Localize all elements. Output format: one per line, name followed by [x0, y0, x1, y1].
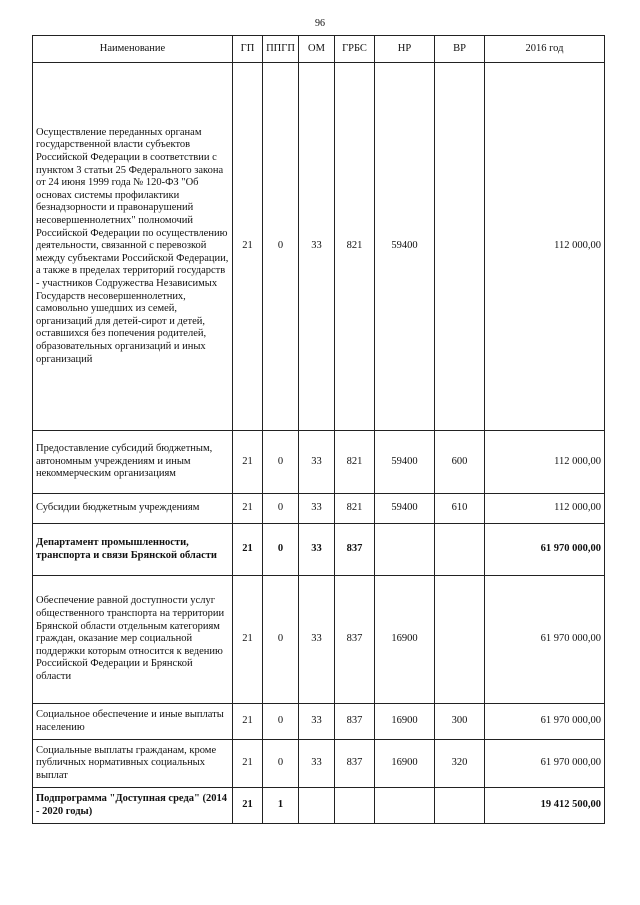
header-ppgp: ППГП — [263, 36, 299, 63]
row-vr: 320 — [435, 740, 485, 788]
table-row — [33, 63, 605, 431]
row-amount: 61 970 000,00 — [485, 704, 605, 740]
row-name: Департамент промышленности, транспорта и связи Брянской области — [33, 524, 233, 576]
table-row — [33, 431, 605, 494]
row-nr: 16900 — [375, 740, 435, 788]
row-vr — [435, 788, 485, 824]
row-gp: 21 — [233, 704, 263, 740]
row-om — [299, 788, 335, 824]
row-vr: 610 — [435, 494, 485, 524]
row-ppgp: 0 — [263, 524, 299, 576]
row-amount: 112 000,00 — [485, 494, 605, 524]
row-ppgp: 0 — [263, 494, 299, 524]
header-year-2016: 2016 год — [485, 36, 605, 63]
table-row — [33, 740, 605, 788]
row-nr: 59400 — [375, 63, 435, 431]
table-row — [33, 704, 605, 740]
row-amount: 61 970 000,00 — [485, 576, 605, 704]
row-om: 33 — [299, 524, 335, 576]
header-grbs: ГРБС — [335, 36, 375, 63]
row-name: Осуществление переданных органам государственной власти субъектов Российской Федерации в соответствии с пунктом 3 статьи 25 Федерального закона от 24 июня 1999 года № 120-ФЗ "Об основах системы профилактики безнадзорности и правонарушений несовершеннолетних" полномочий Российской Федерации по осуществлению деятельности, связанной с перевозкой между субъектами Российской Федерации, а также в пределах территорий государств - участников Содружества Независимых Государств несовершеннолетних, самовольно ушедших из семей, организаций для детей-сирот и детей, оставшихся без попечения родителей, образовательных организаций и иных организаций — [33, 63, 233, 431]
row-nr: 59400 — [375, 494, 435, 524]
row-om: 33 — [299, 704, 335, 740]
header-gp: ГП — [233, 36, 263, 63]
table-row — [33, 788, 605, 824]
row-vr — [435, 576, 485, 704]
row-om: 33 — [299, 576, 335, 704]
page-number: 96 — [315, 18, 325, 29]
row-ppgp: 1 — [263, 788, 299, 824]
row-grbs: 821 — [335, 494, 375, 524]
row-vr: 600 — [435, 431, 485, 494]
row-amount: 61 970 000,00 — [485, 740, 605, 788]
row-grbs: 821 — [335, 63, 375, 431]
row-nr: 16900 — [375, 576, 435, 704]
row-grbs — [335, 788, 375, 824]
row-gp: 21 — [233, 63, 263, 431]
row-grbs: 837 — [335, 576, 375, 704]
row-name: Подпрограмма "Доступная среда" (2014 - 2020 годы) — [33, 788, 233, 824]
row-gp: 21 — [233, 740, 263, 788]
budget-table — [32, 35, 605, 824]
row-om: 33 — [299, 494, 335, 524]
row-nr — [375, 524, 435, 576]
row-grbs: 821 — [335, 431, 375, 494]
row-nr: 59400 — [375, 431, 435, 494]
row-amount: 19 412 500,00 — [485, 788, 605, 824]
row-gp: 21 — [233, 524, 263, 576]
row-gp: 21 — [233, 788, 263, 824]
row-name: Субсидии бюджетным учреждениям — [33, 494, 233, 524]
row-name: Социальное обеспечение и иные выплаты населению — [33, 704, 233, 740]
table-header-row — [33, 36, 605, 63]
row-ppgp: 0 — [263, 576, 299, 704]
row-nr — [375, 788, 435, 824]
row-grbs: 837 — [335, 704, 375, 740]
row-amount: 61 970 000,00 — [485, 524, 605, 576]
row-grbs: 837 — [335, 740, 375, 788]
table-row — [33, 524, 605, 576]
row-gp: 21 — [233, 494, 263, 524]
header-nr: НР — [375, 36, 435, 63]
row-ppgp: 0 — [263, 431, 299, 494]
row-ppgp: 0 — [263, 704, 299, 740]
row-name: Социальные выплаты гражданам, кроме публичных нормативных социальных выплат — [33, 740, 233, 788]
row-vr: 300 — [435, 704, 485, 740]
row-vr — [435, 524, 485, 576]
row-amount: 112 000,00 — [485, 63, 605, 431]
table-row — [33, 576, 605, 704]
header-name: Наименование — [33, 36, 233, 63]
row-vr — [435, 63, 485, 431]
row-om: 33 — [299, 740, 335, 788]
row-name: Обеспечение равной доступности услуг общественного транспорта на территории Брянской области отдельным категориям граждан, оказание мер социальной поддержки которым относится к ведению Российской Федерации и Брянской области — [33, 576, 233, 704]
row-nr: 16900 — [375, 704, 435, 740]
row-grbs: 837 — [335, 524, 375, 576]
row-gp: 21 — [233, 431, 263, 494]
row-ppgp: 0 — [263, 63, 299, 431]
header-vr: ВР — [435, 36, 485, 63]
row-gp: 21 — [233, 576, 263, 704]
header-om: ОМ — [299, 36, 335, 63]
row-amount: 112 000,00 — [485, 431, 605, 494]
row-om: 33 — [299, 431, 335, 494]
row-name: Предоставление субсидий бюджетным, автономным учреждениям и иным некоммерческим организациям — [33, 431, 233, 494]
table-row — [33, 494, 605, 524]
row-om: 33 — [299, 63, 335, 431]
row-ppgp: 0 — [263, 740, 299, 788]
